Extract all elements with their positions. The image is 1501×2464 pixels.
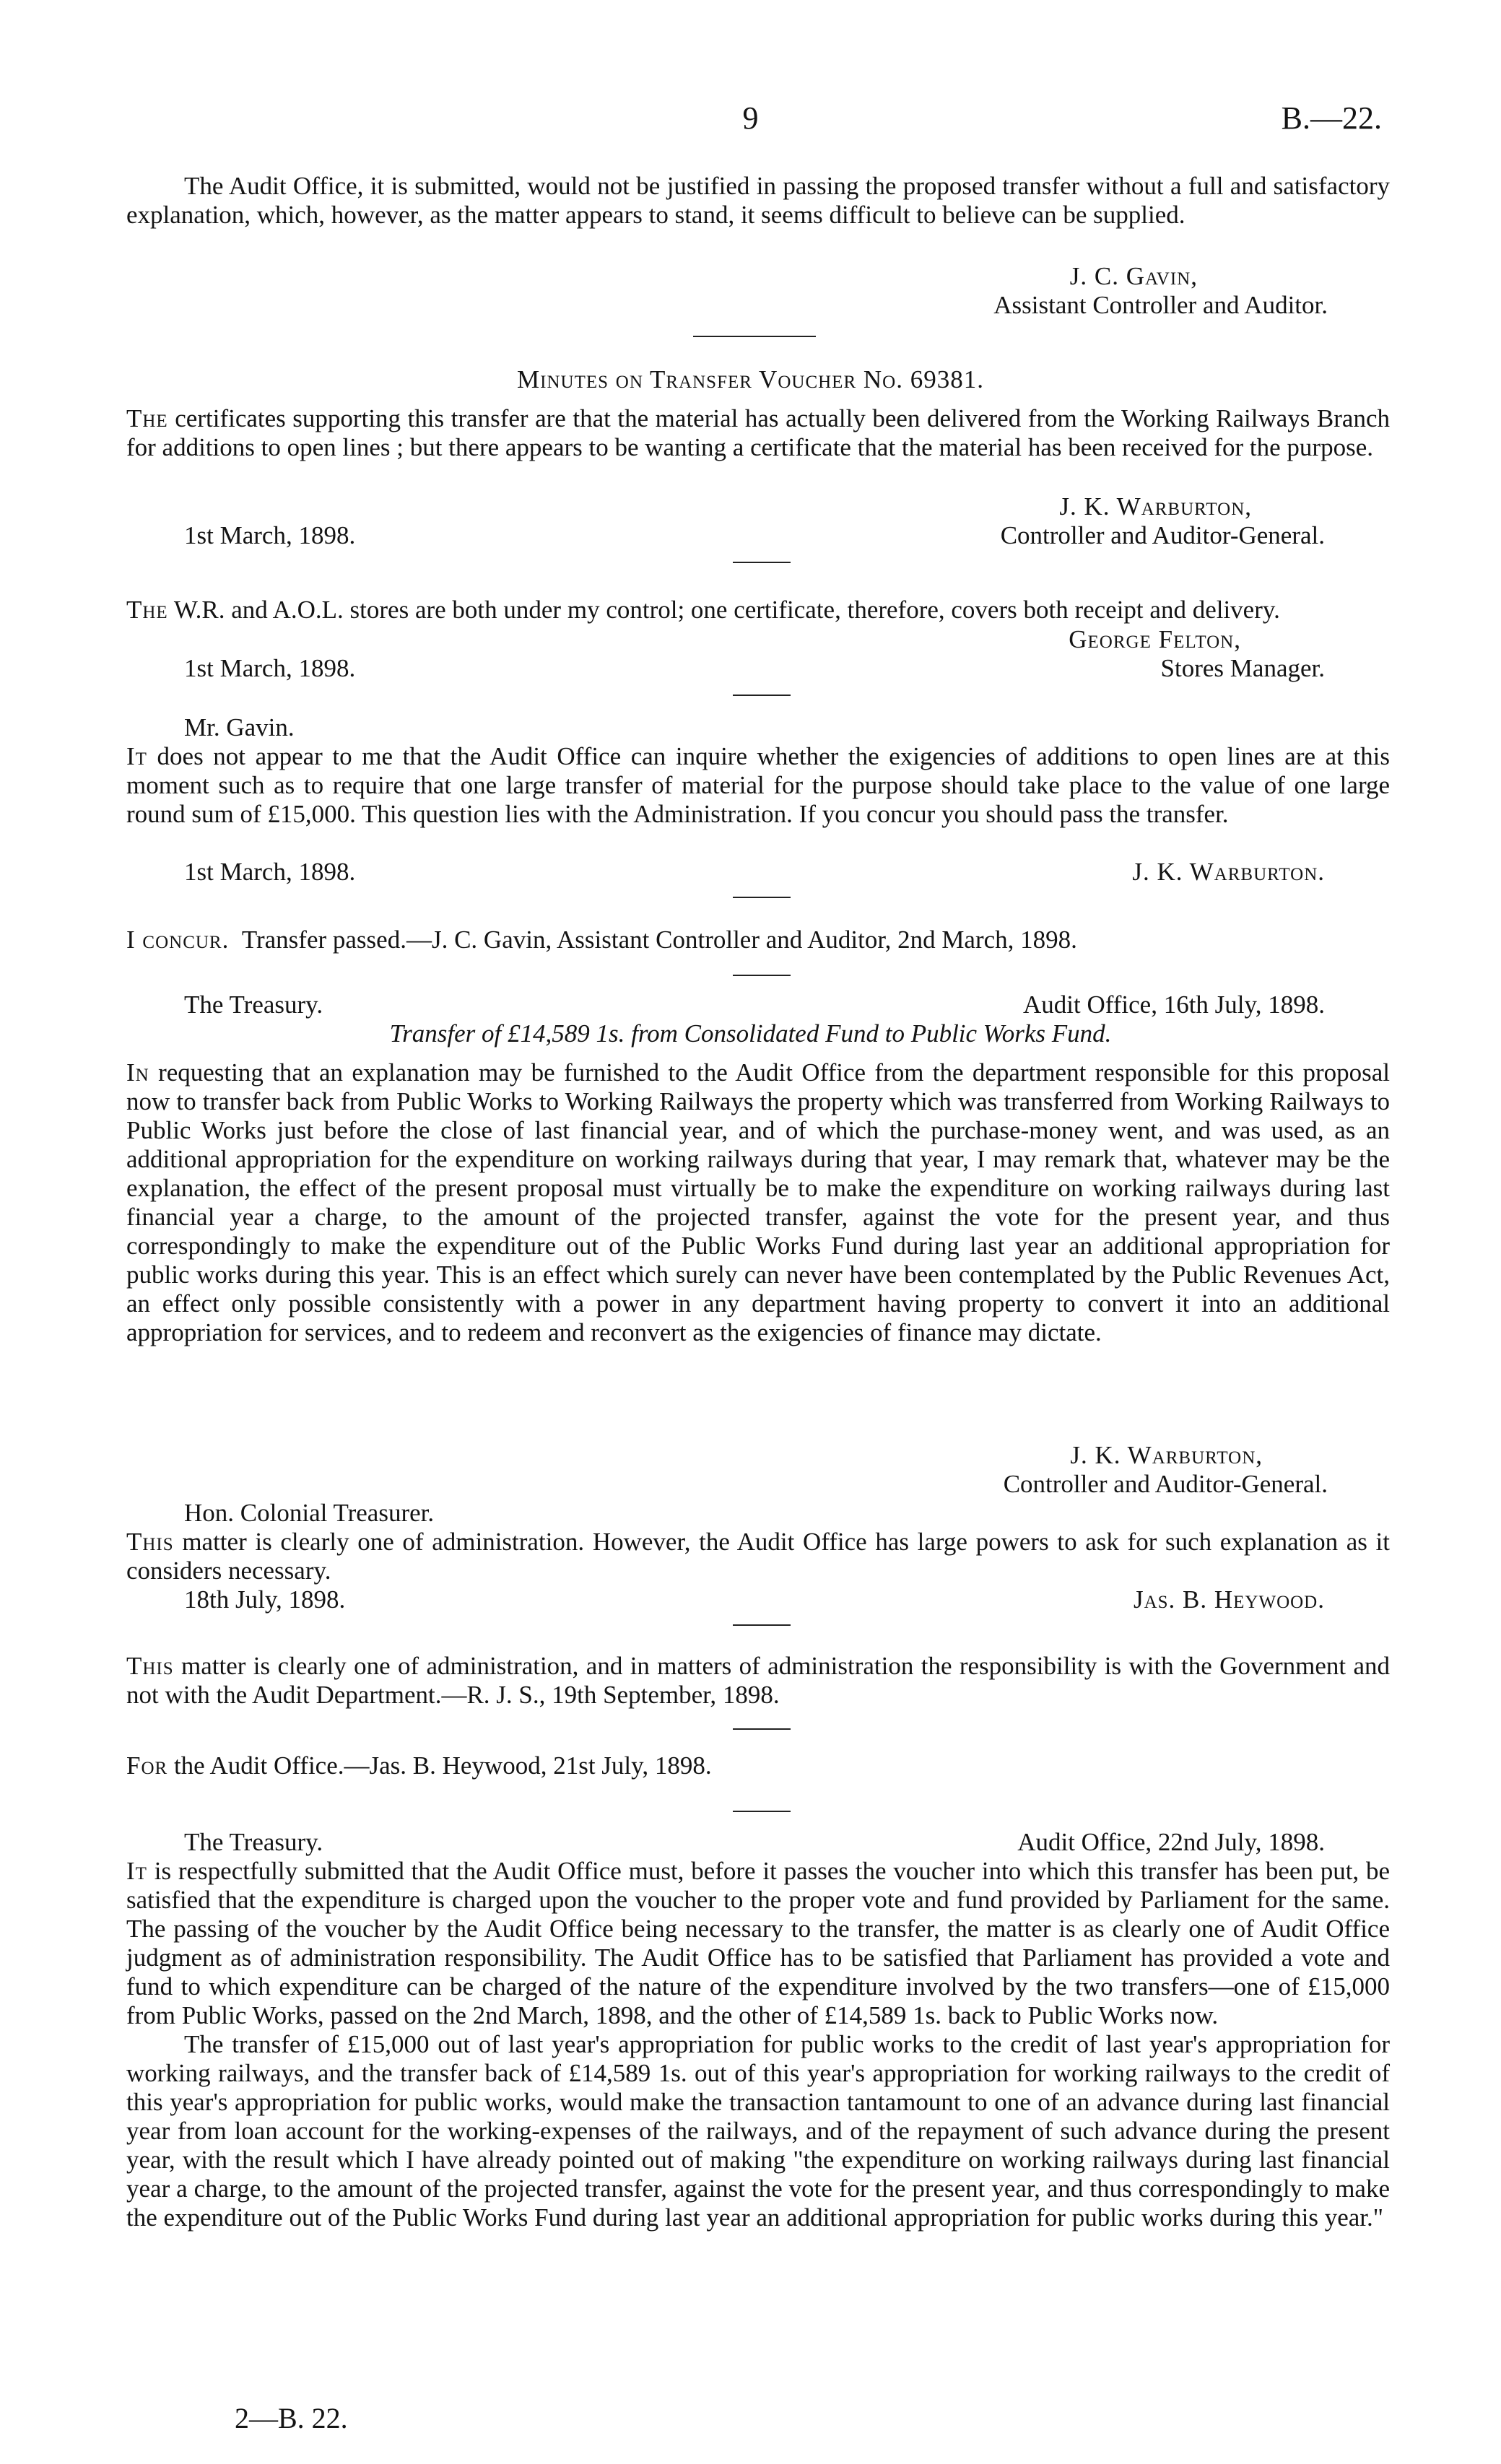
- letter-title: Transfer of £14,589 1s. from Consolidated Fund to Public Works Fund.: [389, 1019, 1112, 1048]
- lead-word: It: [126, 1857, 147, 1885]
- signature-name: George Felton,: [1069, 625, 1241, 653]
- lead-word: It: [126, 742, 147, 770]
- signature-name: Jas. B. Heywood.: [1133, 1585, 1325, 1614]
- section-divider: [733, 695, 791, 696]
- paragraph-text: the Audit Office.—Jas. B. Heywood, 21st July, 1898.: [173, 1751, 712, 1780]
- section-divider: [733, 897, 791, 898]
- paragraph-text: certificates supporting this transfer are that the material has actually been delivered from the Working Railways Branch for additions to open lines ; but there appears to be wanting a certificate that the material has been received for the purpose.: [126, 404, 1391, 461]
- section-heading: Minutes on Transfer Voucher No. 69381.: [517, 365, 984, 393]
- date-signature-row: [126, 858, 1390, 887]
- addressee: Hon. Colonial Treasurer.: [184, 1499, 435, 1527]
- paragraph-text: matter is clearly one of administration, and in matters of administration the responsibility is with the Government and not with the Audit Department.—R. J. S., 19th September, 1898.: [126, 1652, 1391, 1709]
- paragraph-audit-office-submission: [126, 172, 1390, 230]
- signature-title: Assistant Controller and Auditor.: [993, 291, 1328, 319]
- paragraph-explanation-request: [126, 1058, 1390, 1347]
- signature-mark: 2—B. 22.: [235, 2402, 348, 2434]
- section-divider: [733, 1811, 791, 1812]
- paragraph-certificates: [126, 404, 1390, 462]
- signature-title: Stores Manager.: [1160, 654, 1325, 682]
- lead-word: I concur.: [126, 926, 230, 954]
- signature-name: J. K. Warburton.: [1132, 858, 1325, 886]
- date-signature-row: [126, 521, 1390, 550]
- letter-header-row: [126, 1828, 1390, 1857]
- date: 18th July, 1898.: [184, 1585, 346, 1614]
- signature-name: J. C. Gavin,: [1069, 262, 1198, 290]
- date: 1st March, 1898.: [184, 654, 356, 682]
- paragraph-text: requesting that an explanation may be furnished to the Audit Office from the department responsible for this proposal now to transfer back from Public Works to Working Railways the property which was transferred from Working Railways to Public Works just before the close of last financial year, and of which the purchase-money went, and was used, as an additional appropriation for the expenditure on working railways during that year, I may remark that, whatever may be the explanation, the effect of the present proposal must virtually be to make the expenditure on working railways during last financial year a charge, to the amount of the projected transfer, against the vote for the present year, and thus correspondingly to make the expenditure out of the Public Works Fund during last year an additional appropriation for public works during this year. This is an effect which surely can never have been contemplated by the Public Revenues Act, an effect only possible consistently with a power in any department having property to convert it into an additional appropriation for services, and to redeem and reconvert as the exigencies of finance may dictate.: [126, 1058, 1390, 1346]
- paragraph-stores: [126, 596, 1390, 624]
- date-signature-row: [126, 654, 1390, 683]
- date-signature-row: [126, 1585, 1390, 1614]
- paragraph-government-responsibility: [126, 1652, 1390, 1710]
- date: 1st March, 1898.: [184, 858, 356, 886]
- recipient: The Treasury.: [184, 1828, 323, 1856]
- paragraph-exigencies: [126, 742, 1390, 829]
- lead-word: This: [126, 1652, 174, 1680]
- signature-name: J. K. Warburton,: [1070, 1441, 1263, 1469]
- paragraph-audit-judgment: [126, 1857, 1390, 2232]
- paragraph-text: is respectfully submitted that the Audit Office must, before it passes the voucher into which this transfer has been put, be satisfied that the expenditure is charged upon the voucher to the proper vote and fund provided by Parliament for the same. The passing of the voucher by the Audit Office being necessary to the transfer, the matter is as clearly one of Audit Office judgment as of administration responsibility. The Audit Office has to be satisfied that Parliament has provided a vote and fund to which expenditure can be charged of the nature of the expenditure involved by the two transfers—one of £15,000 from Public Works, passed on the 2nd March, 1898, and the other of £14,589 1s. back to Public Works now.: [126, 1857, 1391, 2029]
- paragraph-administration: [126, 1528, 1390, 1585]
- lead-word: The: [126, 596, 168, 624]
- sender-date: Audit Office, 16th July, 1898.: [1022, 991, 1325, 1019]
- paragraph-transaction: The transfer of £15,000 out of last year's appropriation for public works to the credit of last year's appropriation for working railways, and the transfer back of £14,589 1s. out of this year's appropriation for working railways to the credit of this year's appropriation for public works, would make the transaction tantamount to one of an advance during last financial year from loan account for the working-expenses of the railways, and of the repayment of such advance during the present year, with the result which I have already pointed out of making "the expenditure on working railways during last financial year a charge, to the amount of the projected transfer, against the vote for the present year, and thus correspondingly to make the expenditure out of the Public Works Fund during last year an additional appropriation for public works during this year.": [126, 2030, 1390, 2232]
- lead-word: In: [126, 1058, 149, 1087]
- section-divider: [733, 1624, 791, 1626]
- date: 1st March, 1898.: [184, 521, 356, 549]
- lead-word: This: [126, 1528, 174, 1556]
- lead-word: For: [126, 1751, 168, 1780]
- signature-title: Controller and Auditor-General.: [1003, 1470, 1328, 1498]
- section-divider: [693, 336, 816, 337]
- paragraph-text: matter is clearly one of administration. However, the Audit Office has large powers to ask for such explanation as it considers necessary.: [126, 1528, 1390, 1585]
- letter-header-row: [126, 991, 1390, 1019]
- signature-name: J. K. Warburton,: [1059, 492, 1252, 521]
- section-divider: [733, 975, 791, 976]
- sender-date: Audit Office, 22nd July, 1898.: [1017, 1828, 1325, 1856]
- paragraph-for-audit-office: [126, 1751, 1390, 1780]
- section-divider: [733, 562, 791, 563]
- addressee: Mr. Gavin.: [184, 713, 295, 741]
- document-reference: B.—22.: [1281, 100, 1382, 136]
- paragraph-text: The Audit Office, it is submitted, would not be justified in passing the proposed transfer without a full and satisfactory explanation, which, however, as the matter appears to stand, it seems difficult to believe can be supplied.: [126, 172, 1390, 229]
- paragraph-text: does not appear to me that the Audit Office can inquire whether the exigencies of additions to open lines are at this moment such as to require that one large transfer of material for the purpose should take place to the value of one large round sum of £15,000. This question lies with the Administration. If you concur you should pass the transfer.: [126, 742, 1391, 828]
- page-number: 9: [742, 100, 759, 136]
- section-divider: [733, 1728, 791, 1730]
- signature-title: Controller and Auditor-General.: [1000, 521, 1325, 549]
- paragraph-concur: [126, 926, 1390, 954]
- paragraph-text: Transfer passed.—J. C. Gavin, Assistant Controller and Auditor, 2nd March, 1898.: [241, 926, 1077, 954]
- lead-word: The: [126, 404, 168, 432]
- paragraph-text: W.R. and A.O.L. stores are both under my control; one certificate, therefore, covers both receipt and delivery.: [173, 596, 1280, 624]
- recipient: The Treasury.: [184, 991, 323, 1019]
